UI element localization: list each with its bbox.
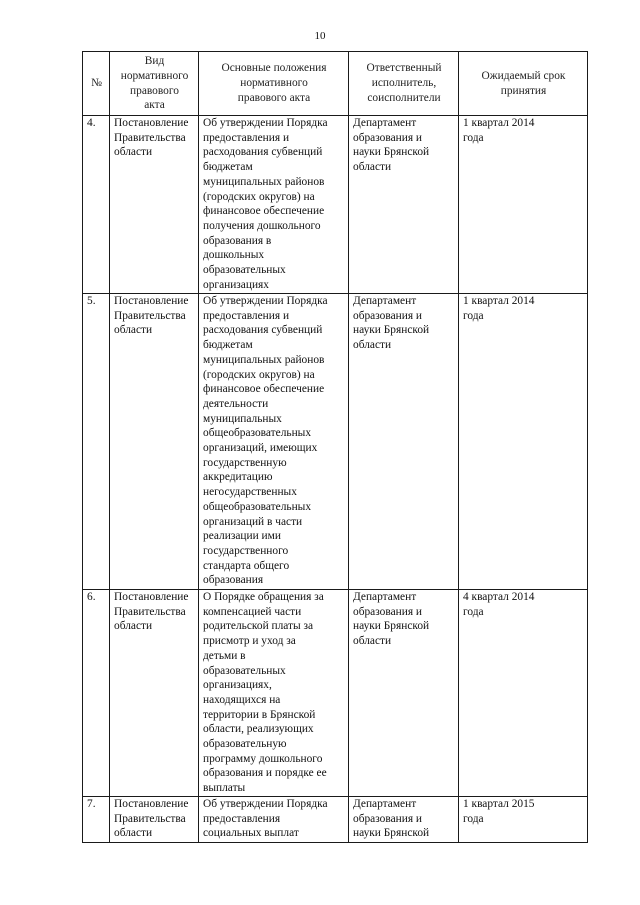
- header-act-type: Вид нормативного правового акта: [110, 52, 199, 116]
- cell-deadline: 1 квартал 2014 года: [459, 116, 588, 294]
- cell-responsible: Департамент образования и науки Брянской области: [349, 116, 459, 294]
- cell-number: 6.: [83, 590, 110, 797]
- cell-number: 5.: [83, 294, 110, 590]
- table-header-row: [83, 52, 588, 116]
- header-number: №: [83, 52, 110, 116]
- legal-acts-table: [82, 51, 588, 843]
- cell-provisions: Об утверждении Порядка предоставления и расходования субвенций бюджетам муниципальных районов (городских округов) на финансовое обеспечение получения дошкольного образования в дошкольных образовательных организациях: [199, 116, 349, 294]
- cell-act-type: Постановление Правительства области: [110, 796, 199, 842]
- cell-responsible: Департамент образования и науки Брянской: [349, 796, 459, 842]
- table-row: [83, 116, 588, 294]
- cell-act-type: Постановление Правительства области: [110, 294, 199, 590]
- cell-act-type: Постановление Правительства области: [110, 590, 199, 797]
- cell-number: 7.: [83, 796, 110, 842]
- table-row: [83, 294, 588, 590]
- cell-provisions: Об утверждении Порядка предоставления социальных выплат: [199, 796, 349, 842]
- cell-number: 4.: [83, 116, 110, 294]
- cell-act-type: Постановление Правительства области: [110, 116, 199, 294]
- header-deadline: Ожидаемый срок принятия: [459, 52, 588, 116]
- cell-deadline: 1 квартал 2014 года: [459, 294, 588, 590]
- cell-provisions: Об утверждении Порядка предоставления и расходования субвенций бюджетам муниципальных районов (городских округов) на финансовое обеспечение деятельности муниципальных общеобразовательных организаций, имеющих государственную аккредитацию негосударственных общеобразовательных организаций в части реализации ими государственного стандарта общего образования: [199, 294, 349, 590]
- table-row: [83, 590, 588, 797]
- cell-deadline: 1 квартал 2015 года: [459, 796, 588, 842]
- cell-responsible: Департамент образования и науки Брянской области: [349, 294, 459, 590]
- page-number: 10: [314, 30, 326, 42]
- cell-responsible: Департамент образования и науки Брянской области: [349, 590, 459, 797]
- header-provisions: Основные положения нормативного правового акта: [199, 52, 349, 116]
- table-row: [83, 796, 588, 842]
- cell-deadline: 4 квартал 2014 года: [459, 590, 588, 797]
- header-responsible: Ответственный исполнитель, соисполнители: [349, 52, 459, 116]
- cell-provisions: О Порядке обращения за компенсацией части родительской платы за присмотр и уход за детьми в образовательных организациях, находящихся на территории в Брянской области, реализующих образовательную программу дошкольного образования и порядке ее выплаты: [199, 590, 349, 797]
